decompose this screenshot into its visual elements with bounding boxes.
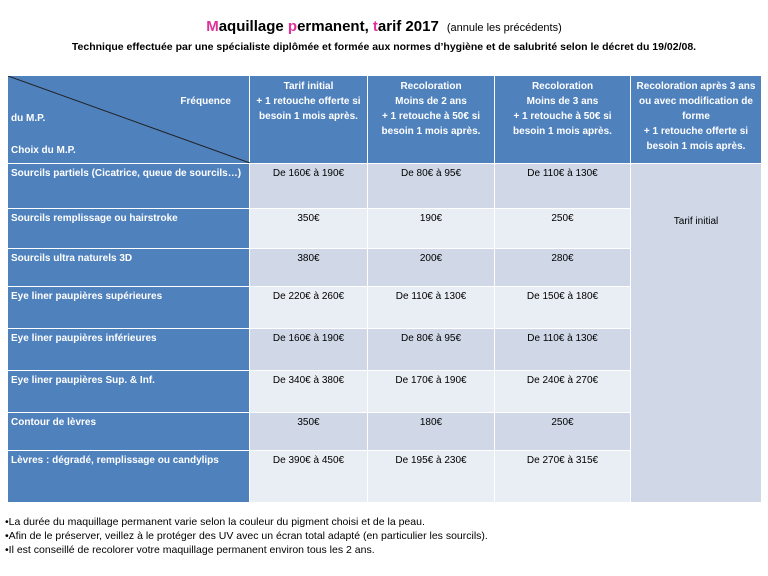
price-tarif-initial: De 160€ à 190€ [250, 164, 368, 209]
price-tarif-initial: De 220€ à 260€ [250, 287, 368, 329]
price-moins-2-ans: 180€ [368, 413, 495, 451]
price-moins-2-ans: De 80€ à 95€ [368, 164, 495, 209]
title-text-1: aquillage [218, 18, 288, 35]
column-header-line: ou avec modification de [639, 96, 753, 107]
corner-label-choix: Choix du M.P. [11, 145, 76, 156]
column-header-line: + 1 retouche offerte si [643, 126, 749, 137]
price-moins-2-ans: De 170€ à 190€ [368, 371, 495, 413]
price-tarif-initial: De 340€ à 380€ [250, 371, 368, 413]
column-header-line: Recoloration [531, 81, 594, 92]
column-header-line: Recoloration après 3 ans [636, 81, 756, 92]
column-header-moins-2-ans [368, 76, 495, 164]
column-header-line: forme [682, 111, 710, 122]
column-header-line: Moins de 3 ans [526, 96, 599, 107]
column-header-line: + 1 retouche à 50€ si [513, 111, 612, 122]
column-header-line: besoin 1 mois après. [381, 126, 481, 137]
column-header-line: besoin 1 mois après. [513, 126, 612, 137]
column-header-line: Tarif initial [283, 81, 334, 92]
price-tarif-initial: 350€ [250, 413, 368, 451]
row-label: Contour de lèvres [8, 413, 250, 451]
price-moins-2-ans: 190€ [368, 209, 495, 249]
footnote-item: •Afin de le préserver, veillez à le protéger des UV avec un écran total adapté (en particulier les sourcils). [5, 530, 488, 542]
price-moins-3-ans: De 240€ à 270€ [495, 371, 631, 413]
footnote-item: •Il est conseillé de recolorer votre maquillage permanent environ tous les 2 ans. [5, 544, 375, 556]
title-note: (annule les précédents) [446, 22, 562, 34]
table-row [8, 164, 762, 209]
title-initial-t: t [372, 18, 378, 35]
price-moins-2-ans: De 80€ à 95€ [368, 329, 495, 371]
price-moins-3-ans: De 150€ à 180€ [495, 287, 631, 329]
price-moins-2-ans: 200€ [368, 249, 495, 287]
price-moins-2-ans: De 195€ à 230€ [368, 451, 495, 503]
row-label: Sourcils ultra naturels 3D [8, 249, 250, 287]
price-tarif-initial: De 160€ à 190€ [250, 329, 368, 371]
price-moins-3-ans: 280€ [495, 249, 631, 287]
row-label: Eye liner paupières inférieures [8, 329, 250, 371]
footnote-item: •La durée du maquillage permanent varie selon la couleur du pigment choisi et de la peau. [5, 516, 425, 528]
column-header-line: Moins de 2 ans [395, 96, 467, 107]
column-header-tarif-initial [250, 76, 368, 164]
title-text-2: ermanent, [297, 18, 373, 35]
price-tarif-initial: 350€ [250, 209, 368, 249]
column-header-line: besoin 1 mois après. [259, 111, 358, 122]
price-moins-3-ans: 250€ [495, 209, 631, 249]
column-header-line: Recoloration [400, 81, 462, 92]
page-title [0, 17, 768, 38]
row-label: Sourcils remplissage ou hairstroke [8, 209, 250, 249]
price-apres-3-ans-merged: Tarif initial [631, 164, 762, 503]
title-initial-m: M [206, 18, 219, 35]
page-subtitle: Technique effectuée par une spécialiste diplômée et formée aux normes d’hygiène et de salubrité selon le décret du 19/02/08. [71, 41, 697, 53]
row-label: Eye liner paupières supérieures [8, 287, 250, 329]
price-tarif-initial: 380€ [250, 249, 368, 287]
column-header-moins-3-ans [495, 76, 631, 164]
corner-header-cell [8, 76, 250, 164]
table-header-row [8, 76, 762, 164]
column-header-apres-3-ans [631, 76, 762, 164]
price-moins-3-ans: De 110€ à 130€ [495, 164, 631, 209]
price-moins-3-ans: De 110€ à 130€ [495, 329, 631, 371]
price-moins-3-ans: 250€ [495, 413, 631, 451]
column-header-line: + 1 retouche offerte si [256, 96, 361, 107]
footnotes [5, 515, 765, 557]
price-moins-2-ans: De 110€ à 130€ [368, 287, 495, 329]
title-initial-p: p [287, 18, 298, 35]
corner-label-frequence: Fréquence [180, 96, 231, 107]
column-header-line: besoin 1 mois après. [646, 141, 746, 152]
corner-label-mp: du M.P. [11, 113, 46, 124]
row-label: Sourcils partiels (Cicatrice, queue de sourcils…) [8, 164, 250, 209]
title-text-3: arif 2017 [377, 18, 439, 35]
price-tarif-initial: De 390€ à 450€ [250, 451, 368, 503]
price-moins-3-ans: De 270€ à 315€ [495, 451, 631, 503]
price-table [7, 75, 762, 503]
column-header-line: + 1 retouche à 50€ si [381, 111, 481, 122]
row-label: Lèvres : dégradé, remplissage ou candylips [8, 451, 250, 503]
row-label: Eye liner paupières Sup. & Inf. [8, 371, 250, 413]
